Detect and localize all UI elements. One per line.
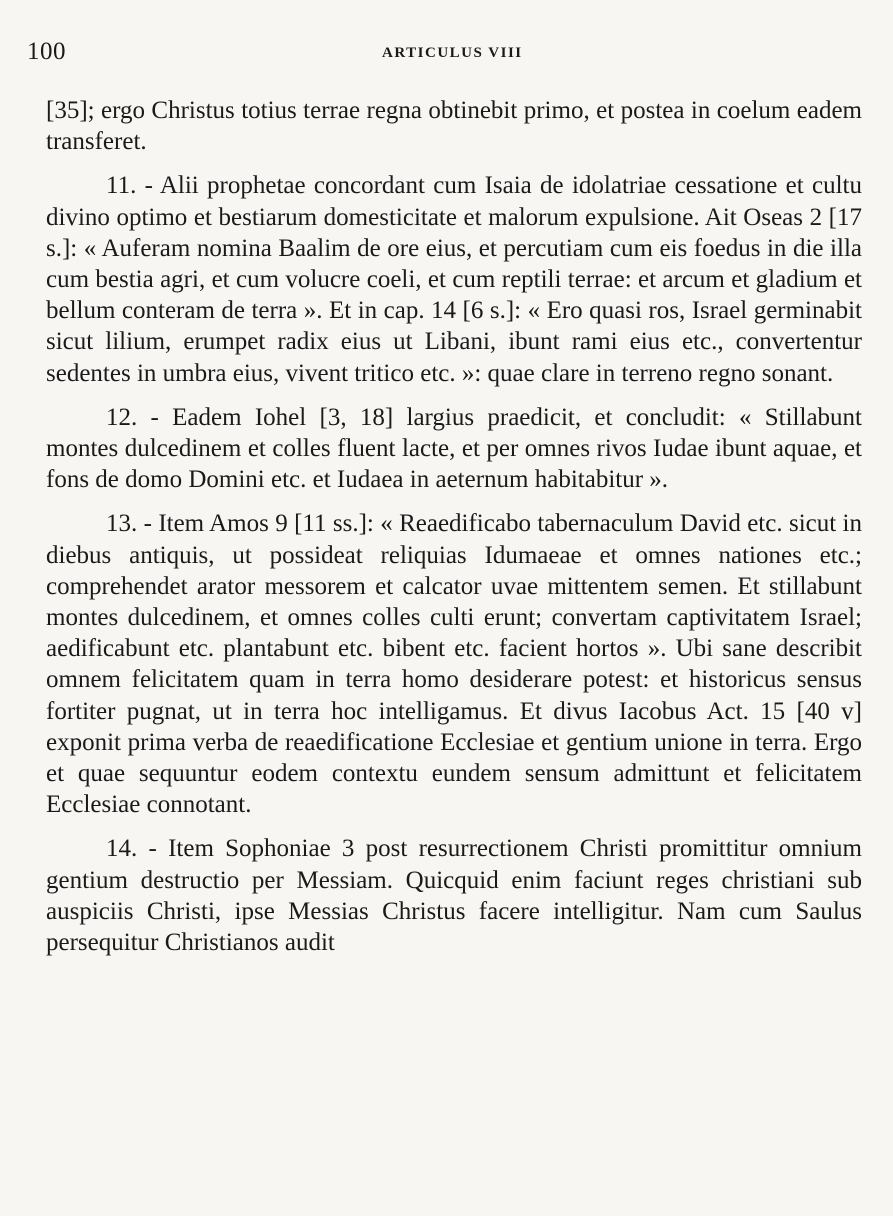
running-title: ARTICULUS VIII bbox=[382, 45, 523, 61]
page-number: 100 bbox=[27, 38, 66, 65]
paragraph-11: 11. - Alii prophetae concordant cum Isaia de idolatriae cessatione et cultu divino optimo et bestiarum domesticitate et malorum expulsione. Ait Oseas 2 [17 s.]: « Auferam nomina Baalim de ore eius, et percutiam cum eis foedus in die illa cum bestia agri, et cum volucre coeli, et cum reptili terrae: et arcum et gladium et bellum conteram de terra ». Et in cap. 14 [6 s.]: « Ero quasi ros, Israel germinabit sicut lilium, erumpet radix eius ut Libani, ibunt rami eius etc., convertentur sedentes in umbra eius, vivent tritico etc. »: quae clare in terreno regno sonant. bbox=[46, 172, 862, 387]
body-text bbox=[46, 95, 862, 958]
running-head bbox=[27, 38, 867, 72]
paragraph-14: 14. - Item Sophoniae 3 post resurrectionem Christi promittitur omnium gentium destructio per Messiam. Quicquid enim faciunt reges christiani sub auspiciis Christi, ipse Messias Christus facere intelligitur. Nam cum Saulus persequitur Christianos audit bbox=[46, 835, 862, 957]
paragraph-13: 13. - Item Amos 9 [11 ss.]: « Reaedificabo tabernaculum David etc. sicut in diebus antiquis, ut possideat reliquias Idumaeae et omnes nationes etc.; comprehendet arator messorem et calcator uvae mittentem semen. Et stillabunt montes dulcedinem, et omnes colles culti erunt; convertam captivitatem Israel; aedificabunt etc. plantabunt etc. bibent etc. facient hortos ». Ubi sane describit omnem felicitatem quam in terra homo desiderare potest: et historicus sensus fortiter pugnat, ut in terra hoc intelligamus. Et divus Iacobus Act. 15 [40 v] exponit prima verba de reaedificatione Ecclesiae et gentium unione in terra. Ergo et quae sequuntur eodem contextu eundem sensum admittunt et felicitatem Ecclesiae connotant. bbox=[46, 510, 862, 819]
paragraph-continuation: [35]; ergo Christus totius terrae regna obtinebit primo, et postea in coelum eadem transferet. bbox=[46, 97, 862, 156]
paragraph-12: 12. - Eadem Iohel [3, 18] largius praedicit, et concludit: « Stillabunt montes dulcedinem et colles fluent lacte, et per omnes rivos Iudae ibunt aquae, et fons de domo Domini etc. et Iudaea in aeternum habitabitur ». bbox=[46, 403, 862, 494]
